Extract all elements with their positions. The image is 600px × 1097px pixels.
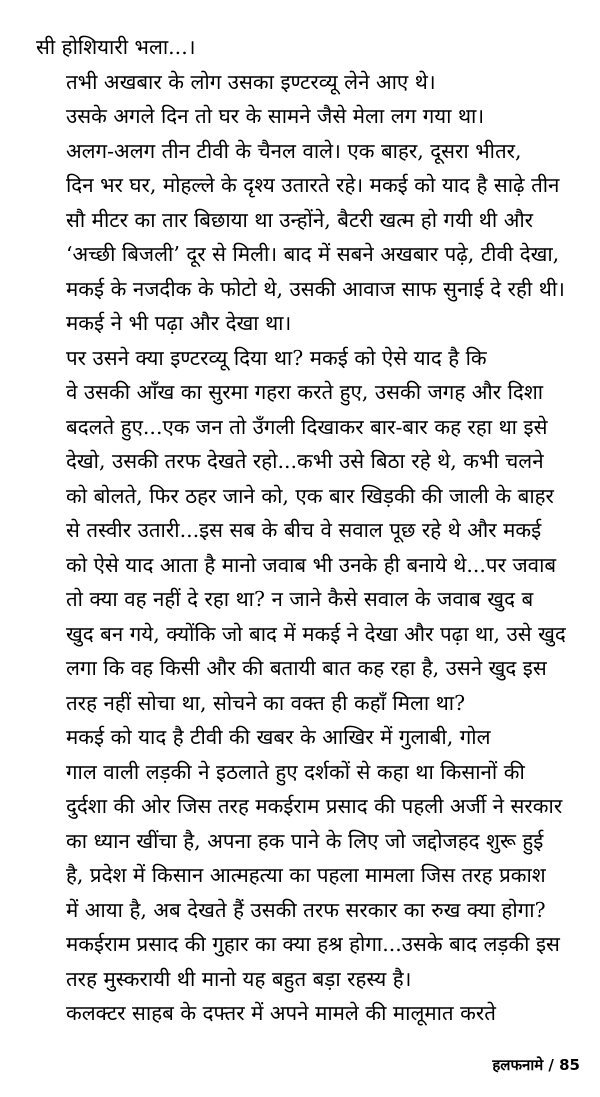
text-line: दुर्दशा की ओर जिस तरह मकईराम प्रसाद की पहली अर्जी ने सरकार [66,794,563,818]
text-line: सौ मीटर का तार बिछाया था उन्होंने, बैटरी खत्म हो गयी थी और [66,207,534,232]
text-line: को बोलते, फिर ठहर जाने को, एक बार खिड़की की जाली के बाहर [66,483,554,508]
text-line: तभी अखबार के लोग उसका इण्टरव्यू लेने आए थे। [66,69,436,94]
text-line: का ध्यान खींचा है, अपना हक पाने के लिए जो जद्दोजहद शुरू हुई [66,828,544,853]
text-line: मकई के नजदीक के फोटो थे, उसकी आवाज साफ सुनाई दे रही थी। [66,276,565,301]
text-line: गाल वाली लड़की ने इठलाते हुए दर्शकों से कहा था किसानों की [66,759,525,784]
paragraph-6 [36,996,586,1031]
text-line: तो क्या वह नहीं दे रहा था? न जाने कैसे सवाल के जवाब खुद ब [66,587,534,611]
text-line: बदलते हुए...एक जन तो उँगली दिखाकर बार-बार कह रहा था इसे [66,414,548,439]
text-line: खुद बन गये, क्योंकि जो बाद में मकई ने देखा और पढ़ा था, उसे खुद [66,621,566,646]
paragraph-2 [36,65,586,100]
text-line: दिन भर घर, मोहल्ले के दृश्य उतारते रहे। मकई को याद है साढ़े तीन [66,173,560,197]
text-line: अलग-अलग तीन टीवी के चैनल वाले। एक बाहर, दूसरा भीतर, [66,138,522,163]
text-line: में आया है, अब देखते हैं उसकी तरफ सरकार का रुख क्या होगा? [66,897,546,922]
text-line: से तस्वीर उतारी...इस सब के बीच वे सवाल पूछ रहे थे और मकई [66,518,542,542]
text-line: मकई को याद है टीवी की खबर के आखिर में गुलाबी, गोल [66,725,491,749]
text-line: ‘अच्छी बिजली’ दूर से मिली। बाद में सबने अखबार पढ़े, टीवी देखा, [66,242,560,266]
page-body [36,30,586,1031]
text-line: मकईराम प्रसाद की गुहार का क्या हश्र होगा...उसके बाद लड़की इस [66,932,560,956]
paragraph-5 [36,720,586,996]
page-footer-running-title: हलफनामे / 85 [492,1056,580,1074]
text-line: लगा कि वह किसी और की बतायी बात कह रहा है, उसने खुद इस [66,656,547,680]
text-line: मकई ने भी पढ़ा और देखा था। [66,311,292,335]
text-line: तरह नहीं सोचा था, सोचने का वक्त ही कहाँ मिला था? [66,690,466,715]
paragraph-1 [36,30,586,65]
text-line: को ऐसे याद आता है मानो जवाब भी उनके ही बनाये थे...पर जवाब [66,552,557,577]
paragraph-4 [36,341,586,721]
text-line: वे उसकी आँख का सुरमा गहरा करते हुए, उसकी जगह और दिशा [66,380,544,404]
text-line: है, प्रदेश में किसान आत्महत्या का पहला मामला जिस तरह प्रकाश [66,863,546,887]
paragraph-3 [36,99,586,341]
text-line: सी होशियारी भला...। [36,35,196,59]
text-line: कलक्टर साहब के दफ्तर में अपने मामले की मालूमात करते [66,1001,496,1025]
text-line: उसके अगले दिन तो घर के सामने जैसे मेला लग गया था। [66,104,485,128]
text-line: तरह मुस्करायी थी मानो यह बहुत बड़ा रहस्य है। [66,966,412,991]
text-line: देखो, उसकी तरफ देखते रहो...कभी उसे बिठा रहे थे, कभी चलने [66,449,544,473]
text-line: पर उसने क्या इण्टरव्यू दिया था? मकई को ऐसे याद है कि [66,345,487,370]
